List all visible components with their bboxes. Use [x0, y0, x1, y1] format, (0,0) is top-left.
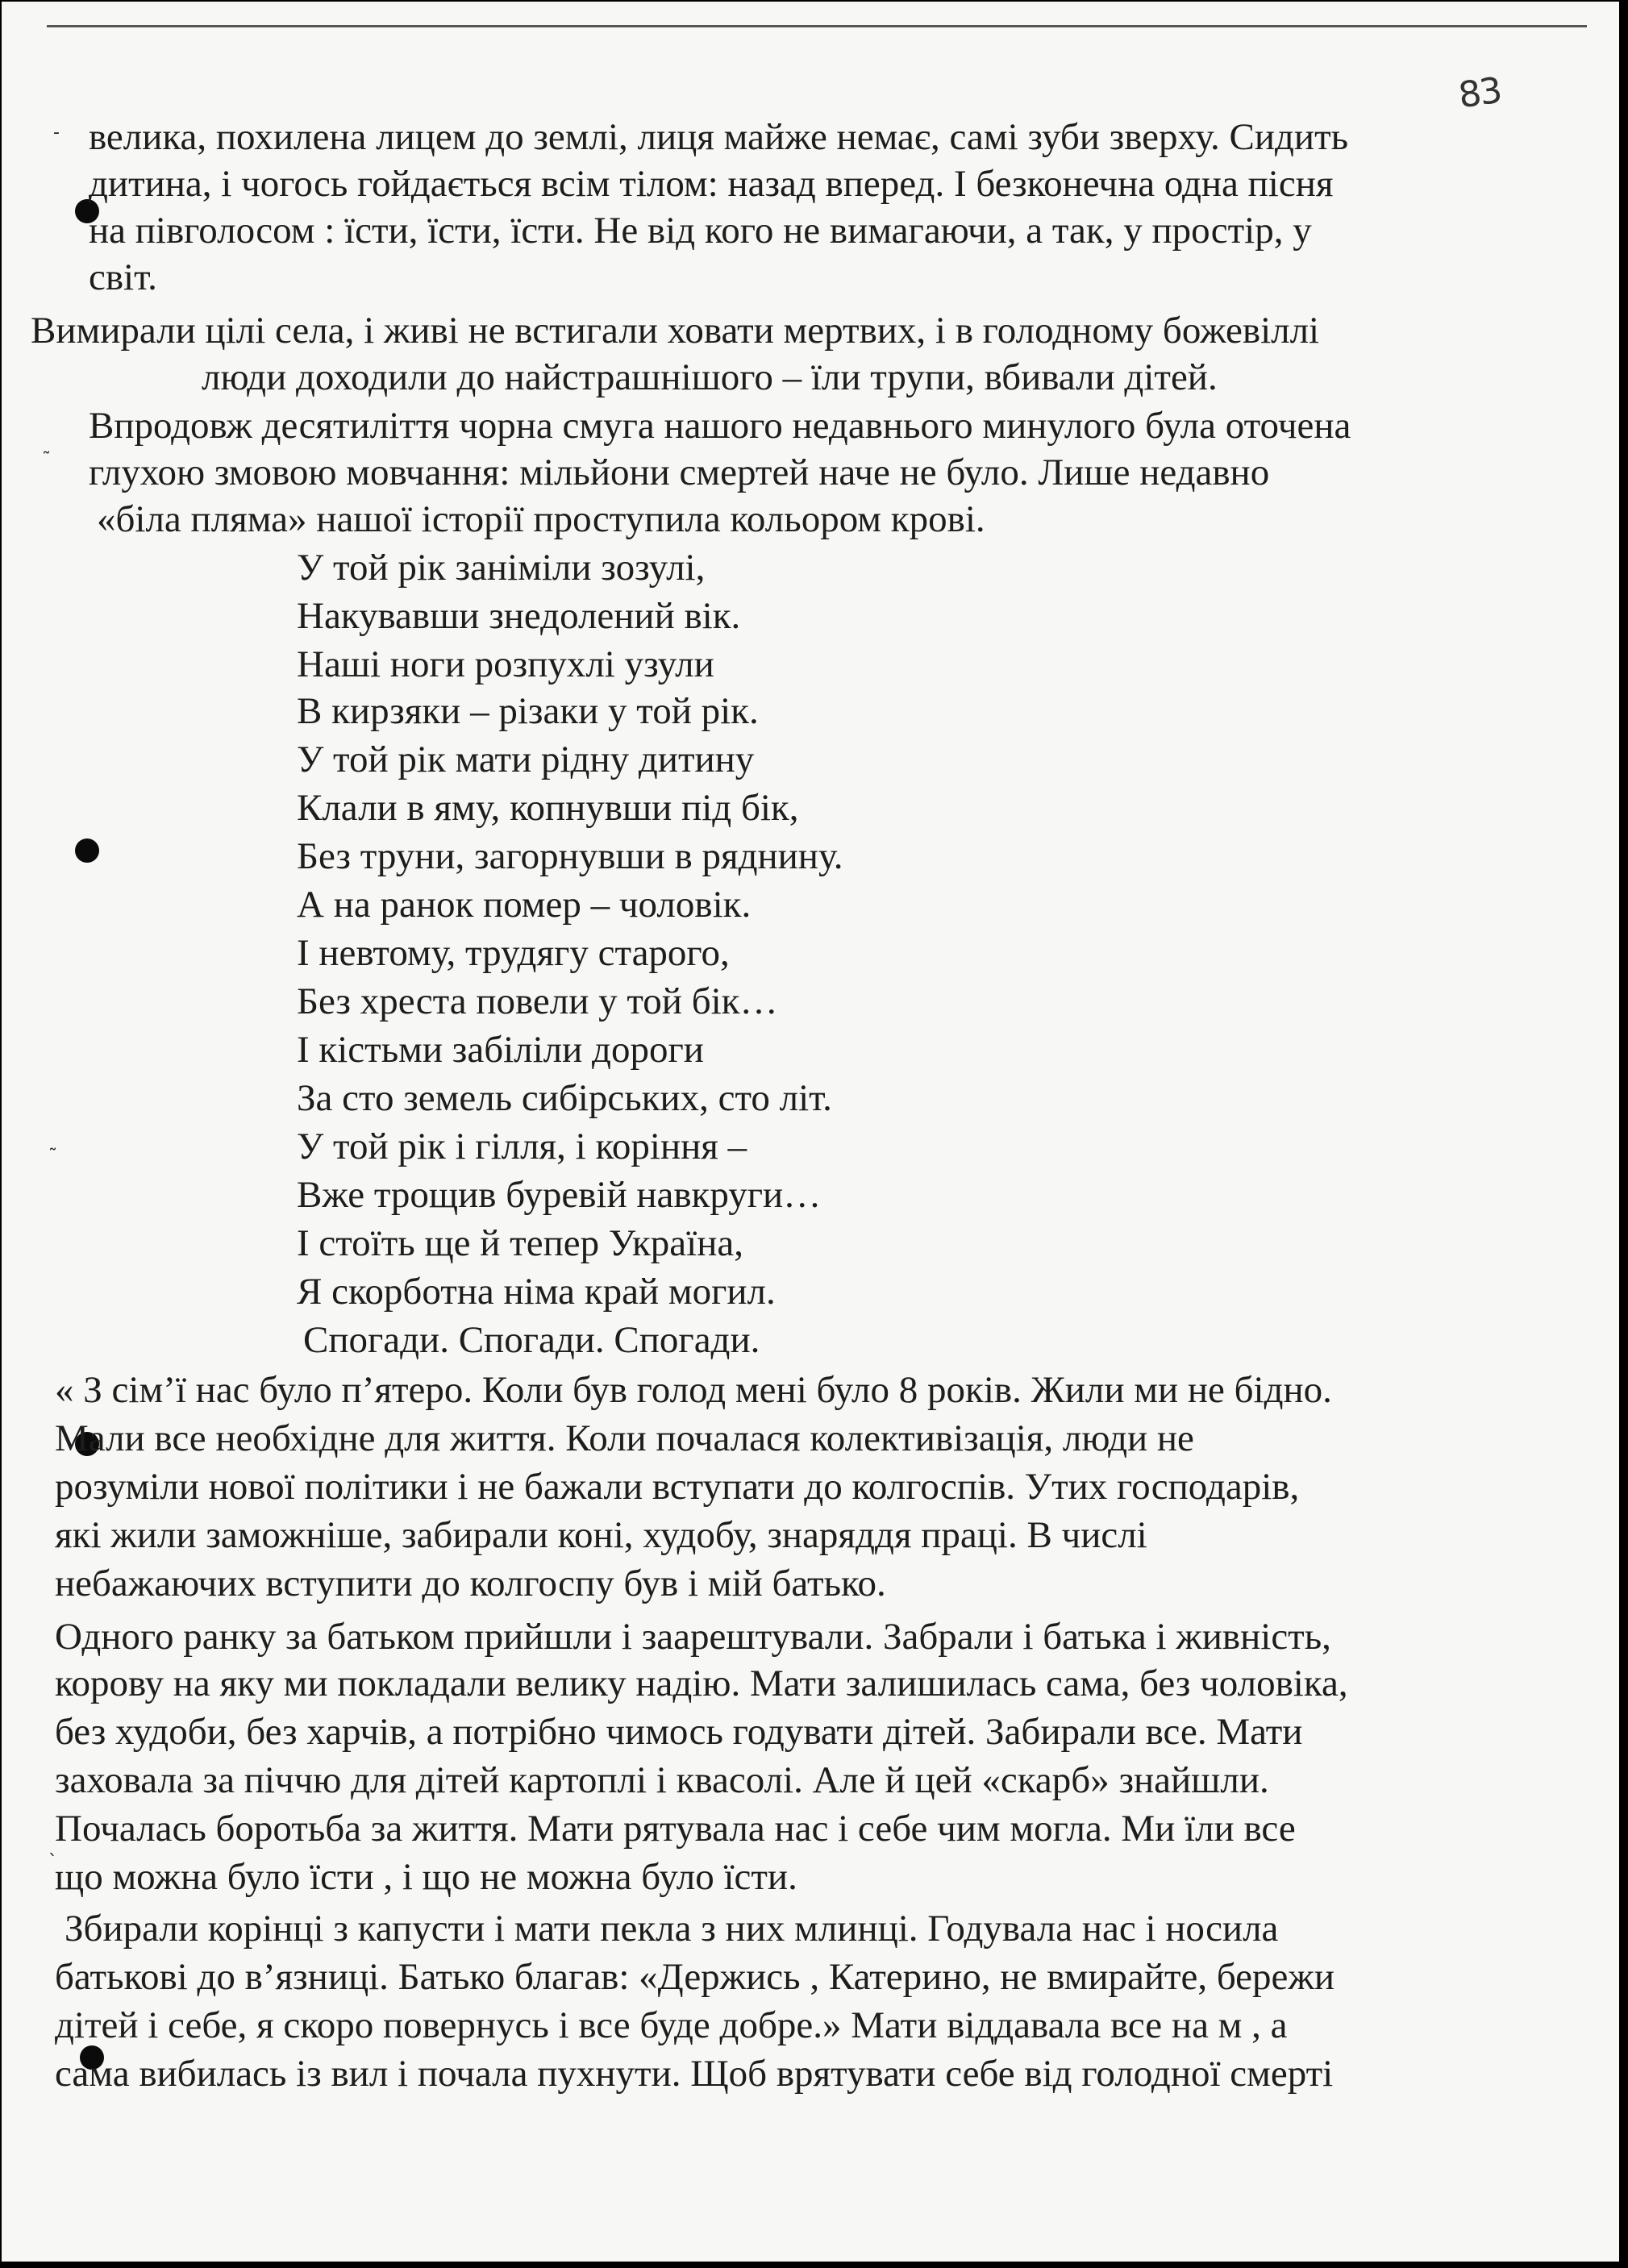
scan-speck: ˋ	[48, 1852, 57, 1872]
text-line: У той рік і гілля, і коріння –	[297, 1126, 747, 1167]
text-line: «біла пляма» нашої історії проступила кольором крові.	[97, 498, 985, 540]
text-line: За сто земель сибірських, сто літ.	[297, 1077, 832, 1119]
text-line: люди доходили до найстрашнішого – їли трупи, вбивали дітей.	[202, 356, 1218, 398]
text-line: заховала за піччю для дітей картоплі і квасолі. Але й цей «скарб» знайшли.	[55, 1759, 1269, 1801]
text-line: Накувавши знедолений вік.	[297, 595, 741, 637]
text-line: У той рік заніміли зозулі,	[297, 547, 706, 589]
text-line: Вже трощив буревій навкруги…	[297, 1174, 822, 1216]
text-line: Почалась боротьба за життя. Мати рятувала нас і себе чим могла. Ми їли все	[55, 1808, 1296, 1850]
text-line: І стоїть ще й тепер Україна,	[297, 1222, 743, 1264]
text-line: корову на яку ми покладали велику надію. Мати залишилась сама, без чоловіка,	[55, 1663, 1348, 1704]
text-line: батькові до в’язниці. Батько благав: «Держись , Катерино, не вмирайте, бережи	[55, 1956, 1335, 1998]
text-line: У той рік мати рідну дитину	[297, 739, 755, 780]
text-line: що можна було їсти , і що не можна було їсти.	[55, 1856, 797, 1898]
text-line: Без хреста повели у той бік…	[297, 980, 778, 1022]
text-line: Клали в яму, копнувши під бік,	[297, 787, 799, 829]
text-line: без худоби, без харчів, а потрібно чимось годувати дітей. Забирали все. Мати	[55, 1711, 1303, 1753]
scan-speck: ˜	[48, 1146, 57, 1167]
text-line: сама вибилась із вил і почала пухнути. Щоб врятувати себе від голодної смерті	[55, 2053, 1334, 2095]
text-line: Збирали корінці з капусти і мати пекла з них млинці. Годувала нас і носила	[65, 1908, 1279, 1950]
text-line: Одного ранку за батьком прийшли і заарештували. Забрали і батька і живність,	[55, 1616, 1331, 1658]
document-page	[2, 2, 1619, 2262]
text-line: дітей і себе, я скоро повернусь і все буде добре.» Мати віддавала все на м , а	[55, 2004, 1288, 2046]
text-line: « З сім’ї нас було п’ятеро. Коли був голод мені було 8 років. Жили ми не бідно.	[55, 1369, 1332, 1411]
text-line: Я скорботна німа край могил.	[297, 1271, 776, 1313]
text-line: Впродовж десятиліття чорна смуга нашого недавнього минулого була оточена	[89, 405, 1351, 447]
text-line: Спогади. Спогади. Спогади.	[303, 1319, 760, 1361]
text-line: дитина, і чогось гойдається всім тілом: назад вперед. І безконечна одна пісня	[89, 163, 1334, 205]
top-rule-line	[47, 25, 1587, 27]
text-line: В кирзяки – різаки у той рік.	[297, 690, 759, 732]
text-line: глухою змовою мовчання: мільйони смертей наче не було. Лише недавно	[89, 452, 1270, 493]
text-line: А на ранок помер – чоловік.	[297, 884, 752, 926]
text-line: І кістьми забіліли дороги	[297, 1029, 704, 1071]
punch-hole	[75, 839, 99, 863]
text-line: Мали все необхідне для життя. Коли почалася колективізація, люди не	[55, 1417, 1194, 1459]
text-line: які жили заможніше, забирали коні, худобу, знаряддя праці. В числі	[55, 1514, 1147, 1556]
scan-speck: -	[53, 123, 60, 143]
text-line: розуміли нової політики і не бажали вступати до колгоспів. Утих господарів,	[55, 1466, 1300, 1508]
scan-speck: ˜	[42, 450, 51, 470]
text-line: світ.	[89, 256, 157, 298]
text-line: Наші ноги розпухлі узули	[297, 643, 714, 685]
text-line: небажаючих вступити до колгоспу був і мій батько.	[55, 1563, 886, 1604]
text-line: Без труни, загорнувши в ряднину.	[297, 835, 843, 877]
text-line: велика, похилена лицем до землі, лиця майже немає, самі зуби зверху. Сидить	[89, 116, 1349, 158]
text-line: на півголосом : їсти, їсти, їсти. Не від кого не вимагаючи, а так, у простір, у	[89, 210, 1312, 252]
page-number: 83	[1455, 69, 1504, 117]
text-line: І невтому, трудягу старого,	[297, 932, 730, 974]
text-line: Вимирали цілі села, і живі не встигали ховати мертвих, і в голодному божевіллі	[31, 310, 1320, 352]
